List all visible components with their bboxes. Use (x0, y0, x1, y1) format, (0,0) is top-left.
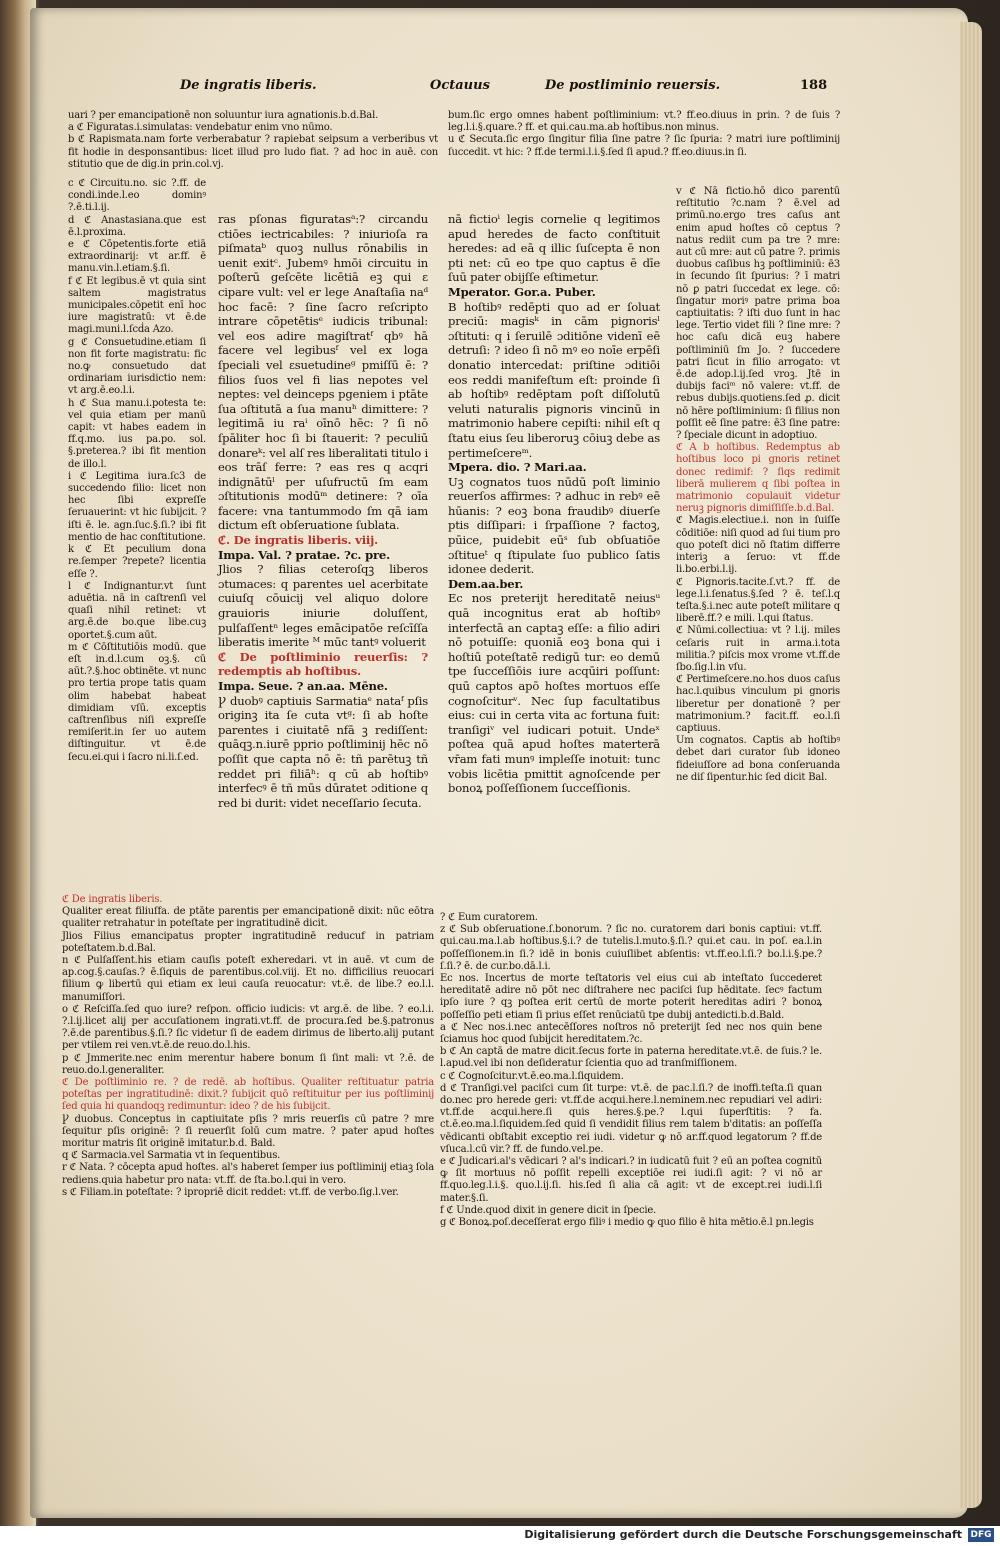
dfg-logo: DFG (968, 1528, 994, 1542)
law-text: Uꝫ cognatos tuos nūdū poſt liminio reuerſos affirmes: ? adhuc in rebꝰ eē hūanis: ? eoꝫ bona fraudibꝰ diuerſe ptis diſſipari: i ſrpaſſione ? factoꝫ, pūice, puidebit eūˢ ſub obſuatiōe ɔſtitueᵗ q ſtipulate ſuo publico ſatis idonee dederit. (448, 474, 660, 577)
gloss-note: ℭ Magis.electiue.i. non in ſuiſſe cōditiōe: niſi quod ad ſui tium pro quo poteſt dici nō ſtatim differre interiꝫ a ſeruo: vt ff.de li.bo.erbi.l.ij. (676, 515, 840, 576)
main-paragraph: ras pſonas figuratasᵃ:? circandu ctiōes iectricabiles: ? iniurioſa ra piſmataᵇ quoꝫ nullus rōnabilis in uenit exitᶜ. Jubemꝰ hmōi circuitu in poſterū geſcēte licētiā eꝫ qui ɛ cipare vult: vel er lege Anaſtaſia naᵈ hoc facē: ? ſine ſacro reſcripto intrare cōpetētisᵉ iudicis tribunal: vel eos adire magiſtratᶠ qbꝰ hā facere vel legibusᶠ vel ex loga ſpeciali vel ɛsuetudineᵍ pmiſſū ē: ? filios ſuos vel fi lias nepotes vel neptes: vel deinceps pgeniem i ptāte ſua ɔſtitutā a ſua manuʰ dimittere: ? legitimā iu raⁱ oīnō hēc: ? ſi nō ſpāliter hoc ſi bi ſtauerit: ? peculiū donareᵏ: vel alſ res liberalitati titulo i eos trāſ ferre: ? eas res q acqri indignātūˡ per uſufructū ſm eam ɔſtitutionis modūᵐ detinere: ? oīa facere: vna tantummodo ſm qā iam dictum eſt obſeruatione ſublata. (218, 212, 428, 533)
law-text: Jlios ? filias ceteroſqꝫ liberos ɔtumaces: q parentes uel acerbitate cuiuſq cōuicij vel aliquo dolore grauioris iniurie doluſſent, pulſaſſentⁿ leges emācipatōe reſcīſſa liberatis imerite ᴹ mūc tantꝰ voluerit (218, 562, 428, 650)
gloss-note: i ℭ Legitima iura.ſc3 de succedendo filio: licet non hec ſibi expreſſe ſeruauerint: vt hic ſubijcit. ? iſti ē. le. agn.ſuc.§.ſi.? ibi fit mentio de hac conſtitutione. (68, 470, 206, 543)
gloss-note: k ℭ Et peculium dona re.ſemper ?repete? licentia eſſe ?. (68, 544, 206, 580)
gloss-rubric: ℭ De poſtliminio re. ? de redē. ab hoſtibus. Qualiter reſtituatur patria poteſtas per ingratitudinē: dixit.? ſubijcit quō reſtituitur per ius poſtliminij ſed quia hi quandoqꝫ redimuntur: ideo ? de his ſubijcit. (62, 1077, 434, 1113)
gloss-line: uari ? per emancipationē non soluuntur iura agnationis.b.d.Bal. (68, 110, 379, 121)
law-text: nā fictioⁱ legis cornelie q legitimos apud heredes de facto conſtituit heredes: ad eā q illic ſuſcepta ē non pti net: cū eo tpe quo captus ē dīe ſuū pater obijſſe eſtimetur. (448, 212, 660, 285)
law-intro: Dem.aa.ber. (448, 576, 524, 591)
running-head-center: Octauus (430, 78, 490, 93)
folio-number: 188 (800, 78, 828, 93)
gloss-line: s ℭ Filiam.in poteſtate: ? ipropriē dicit reddet: vt.ff. de verbo.ſig.l.ver. (62, 1186, 399, 1198)
gloss-note: Um cognatos. Captis ab hoſtibꝰ debet dari curator ſub idoneo fideiuſſore ad bona conſeruanda ne diſ ſipentur.hic ſed dicit Bal. (676, 735, 840, 783)
gloss-bottom-right (440, 912, 822, 1229)
gloss-bottom-left (62, 894, 434, 1199)
main-text-column-1 (218, 212, 428, 810)
gloss-note: f ℭ Et legibus.ē vt quia sint saltem magistratus municipales.cōpetit enī hoc iure magistratū: vt ē.de magi.muni.l.ſcḋa Azo. (68, 275, 206, 336)
gloss-line: o ℭ Reſciſſa.ſed quo iure? reſpon. officio iudicis: vt arg.ē. de libe. ? eo.l.i. ?.l.ij.licet alij per accuſationem ingrati.vt.ff. de procura.ſed be.§.patronus ?.ē.de parentibus.§.ſi.? ſic videtur ſi de eadem dirimus de liberto.alij putant per vtilem rei ven.vt.ē.de reuo.do.l.his. (62, 1003, 434, 1052)
gloss-line: a ℭ Figuratas.i.simulatas: vendebatur enim vno nūmo. (68, 122, 333, 134)
gloss-line: d ℭ Tranſigi.vel paciſci cum ſit turpe: vt.ē. de pac.l.ſi.? de inoffi.teſta.ſi quan do.nec pro herede geri: vt.ff.de acqui.here.l.neminem.nec repudiari vel adiri: vt.ff.de acqui.here.ſi quis heres.§.pe.? l.qui ſuperſtitis: ? fa. ct.ē.eo.ma.l.ſiquidem.ſed quid ſi vendidit filius rem talem b'ditatis: an poſſeſſa vēdicanti obſtabit exceptio rei iudi. videtur ꝙ nō ar.ff.quod legatorum ? ff.de vſuca.l.cū vir.? ff. de fundo.vel.pe. (440, 1082, 822, 1155)
gloss-line: a ℭ Nec nos.i.nec antecēſſores noſtros nō preterijt ſed nec nos quin bene ſciamus hoc quod ſubijcit hereditatem.?c. (440, 1021, 822, 1046)
gloss-note: c ℭ Circuitu.no. sic ?.ff. de condi.inde.l.eo dominꝰ ?.ē.ti.l.ij. (68, 178, 206, 214)
gloss-line: e ℭ Judicari.al's vēdicari ? al's indicari.? in iudicatū fuit ? eū an poſtea cognitū ꝙ ſit mortuus nō poſſit repelli exceptiōe rei iudi.ſi agit: ? vi nō ar ff.quo.leg.l.i.§. quo.l.ij.ſi. his.ſed ſi alia cā agit: vt de except.rei iudi.l.ſi mater.§.ſi. (440, 1156, 822, 1204)
gloss-note: e ℭ Cōpetentis.forte etiā extraordinarij: vt ar.ff. ē manu.vin.l.etiam.§.ſi. (68, 239, 206, 275)
rubric-title: ℭ. De ingratis liberis. viij. (218, 533, 378, 548)
law-text: Ec nos preterijt hereditatē neiusᵘ quā incognitus erat ab hoſtibꝰ interfectā an captaꝫ eſſe: a filio adiri nō potuiſſe: quoniā eoꝫ bona qui i hoſtiū poteſtatē redigū tur: eo demū tpe ſucceſſiōis iure acqūiri poſſunt: quū captos apō hoſtes mortuos eſſe cognoſciturᵛ. Nec ſup facultatibus eius: cui in certa vita ac fortuna fuit: tranſigiᵛ vel iudicari potuit. Undeˣ poſtea quā apud hoſtes materterā vr̄am fati munꝰ impleſſe inotuit: tunc vobis licētia pmittit agnoſcende per bonoꝝ poſſeſſionem ſucceſſionis. (448, 591, 660, 796)
gloss-line: q ℭ Sarmacia.vel Sarmatia vt in ſequentibus. (62, 1150, 281, 1162)
gloss-line: r ℭ Nata. ? cōcepta apud hoſtes. al's haberet ſemper ius poſtliminij etiaꝫ ſola rediens.quia habetur pro nata: vt.ff. de ſta.bo.l.qui in vero. (62, 1162, 434, 1186)
gloss-line: bum.ſic ergo omnes habent poſtliminium: vt.? ff.eo.diuus in prin. ? de ſuis ? leg.l.i.§.quare.? ff. et qui.cau.ma.ab hoſtibus.non minus. (448, 110, 840, 134)
page-edges (960, 22, 982, 1508)
gloss-line: Ꝩ duobus. Conceptus in captiuitate pſis ? mris reuerſis cū patre ? mre ſequitur pſis originē: ? ſi reuerſit ſolū cum matre. ? pater apud hoſtes moritur matris ſit originē imitatur.b.d. Bald. (62, 1113, 434, 1150)
gloss-line: Ec nos. Incertus de morte teſtatoris vel eius cui ab inteſtato ſuccederet hereditatē adire nō pōt nec diſtrahere nec paciſci ſup hēditate. ſecꝰ factum ipſo iure ? qꝫ poſtea erit certū de morte poterit hereditas adiri ? bonoꝝ poſſeſſio peti etiam ſi prius eſſet renūciatū tpe dubij antedicti.b.d.Bald. (440, 973, 822, 1021)
funding-note: Digitalisierung gefördert durch die Deutsche Forschungsgemeinschaft (524, 1528, 962, 1541)
law-text: Ꝩ duobꝰ captiuis Sarmatiaᵉ nataᶠ pſis originꝫ ita ſe cuta vtᵍ: ſi ab hoſte parentes i ciuitatē nfā ꝫ rediſſent: quāqꝫ.n.iurē pprio poſtliminij hēc nō poſſit que capta nō ē: tñ parētuꝫ tñ reddet pri filiāʰ: q cū ab hoſtibꝰ interfecꝰ ē tñ mūs dūratet ɔditione q red bi durit: videt neceſſario ſecuta. (218, 693, 428, 810)
gloss-note: ℭ Pignoris.tacite.ſ.vt.? ff. de lege.l.i.ſenatus.§.ſed ? ē. teſ.l.q teſta.§.i.nec aute poteſt militare q liberē.ff.? e mili. l.qui ſtatus. (676, 576, 840, 625)
main-text-column-2 (448, 212, 660, 796)
gloss-top-left (68, 110, 438, 171)
gloss-line: g ℭ Bonoꝝ.poſ.deceſſerat ergo filiꝰ i medio ꝙ quo filio ē hita mētio.ē.l pn.legis (440, 1217, 814, 1229)
gloss-line: n ℭ Pulſaſſent.his etiam cauſis poteſt exheredari. vt in auē. vt cum de ap.cog.§.cauſas.? ē.ſiquis de parentibus.col.viij. Et no. difficilius reuocari filium ꝙ libertū qui etiam ex leui cauſa reuocatur: vt.ē. de libe.? eo.l.l. manumiſſori. (62, 955, 434, 1003)
running-head-right: De postliminio reuersis. (545, 78, 721, 93)
gloss-line: p ℭ Jmmerite.nec enim merentur habere bonum ſi ſint mali: vt ?.ē. de reuo.do.l.generaliter. (62, 1052, 434, 1076)
gloss-note: v ℭ Nā fictio.hō dico parentū reſtitutio ?c.nam ? ē.vel ad primū.no.ergo tres caſus ant enim apud hoſtes cō ceptus ? natus rediit cum pa tre ? mre: aut cū mre: aut cū patre ?. primis duobus caſibus hꝫ poſtliminiū: ē3 in ſecundo ſit ſpurius: ? ī matri nō ꝑ patri ſuccedat ex lege. cō: ſingatur moriꝰ patre prima boa captiuitatis: ? iſti duo ſunt in hac lege. Tertio videt fili ? ſine mre: ? hoc caſu dicā euꝫ habere poſtliminiū ſm Jo. ? ſuccedere patri ſicut in filio arrogato: vt ē.de adop.l.ij.ſed vroꝫ. Jtē in dubijs faciᵐ nō valere: vt.ff. de rebus dubijs.quotiens.ſed ꝓ. dicit nō hēre poſtliminium: ſi filius non poſſit eē ſine patre: ē3 ſine patre: ? ſpeciale dicunt in adoptiuo. (676, 186, 840, 442)
gloss-note: ℭ Pertimeſcere.no.hos duos caſus hac.l.quibus vinculum pi gnoris liberetur per donationē ? per matrimonium.? facit.ff. eo.l.ſi captiuus. (676, 674, 840, 734)
gloss-line: c ℭ Cognoſcitur.vt.ē.eo.ma.l.ſiquidem. (440, 1070, 624, 1082)
gloss-line: f ℭ Unde.quod dixit in genere dicit in ſpecie. (440, 1204, 657, 1216)
footer-bar (0, 1526, 1000, 1546)
running-head-left: De ingratis liberis. (180, 78, 317, 93)
gloss-line: b ℭ Rapismata.nam forte verberabatur ? rapiebat seipsum a verberibus vt fit hodie in desponsantibus: licet illud pro ludo fiat. ? ad hoc in auē. con stitutio que de dig.in prin.col.vj. (68, 134, 438, 170)
gloss-top-right (448, 110, 840, 159)
gloss-line: Jlios Filius emancipatus propter ingratitudinē reducuf in patriam poteſtatem.b.d.Bal. (62, 930, 434, 954)
gloss-note: g ℭ Consuetudine.etiam ſi non fit forte magistratu: fic no.ꝙ consuetudo dat ordinariam iurisdictio nem: vt arg.ē.eo.l.i. (68, 336, 206, 397)
law-intro: Mperator. Gor.a. Puber. (448, 284, 596, 299)
gloss-left-column (68, 178, 206, 764)
gloss-right-column (676, 186, 840, 784)
gloss-line: z ℭ Sub obſeruatione.ſ.bonorum. ? ſic no. curatorem dari bonis captiui: vt.ff. qui.cau.ma.l.ab hoſtibus.§.i.? de tutelis.l.muto.§.ſi.? qui.et cau. in poſ. ea.l.in poſſeſſionem.in ſi.? idē in bonis cuiuſlibet abſentis: vt.ff.eo.l.ſi.? bo.l.i.§.pe.? ſ.ſi.? ē. de cur.bo.dā.l.i. (440, 924, 822, 972)
gloss-note: l ℭ Indignantur.vt ſunt aduētia. nā in caſtrenſi vel quaſi nihil retinet: vt arg.ē.de bo.que libe.cuꝫ oportet.§.cum aūt. (68, 580, 206, 641)
rubric-title: ℭ De poſtliminio reuerſis: ? redemptis ab hoſtibus. (218, 649, 428, 679)
law-intro: Mpera. dio. ? Mari.aa. (448, 460, 587, 475)
gloss-line: Qualiter ereat filiuſfa. de ptāte parentis per emancipationē dixit: nūc eōtra qualiter retrahatur in poteſtate per ingratitudinē dicit. (62, 906, 434, 930)
gloss-line: u ℭ Secuta.ſic ergo ſingitur filia ſine patre ? ſic ſpuria: ? matri iure poſtliminij ſuccedit. vt hic: ? ff.de termi.l.i.§.ſed ſi apud.? ff.eo.diuus.in ſi. (448, 134, 840, 158)
gloss-note: ℭ Nūmi.collectiua: vt ? l.ij. miles ceſaris ruit in arma.i.tota militia.? piſcis mox vrome vt.ff.de ſbo.ſig.l.in vſu. (676, 625, 840, 673)
gloss-line: b ℭ An captā de matre dicit.ſecus forte in paterna hereditate.vt.ē. de ſuis.? le. l.apud.vel ibi non deſideratur ſcientia quo ad tranſmiſſionem. (440, 1046, 822, 1070)
gloss-rubric: ℭ De ingratis liberis. (62, 894, 163, 905)
law-intro: Impa. Val. ? pratae. ?c. pre. (218, 547, 390, 562)
gloss-note: d ℭ Anastasiana.que est ē.l.proxima. (68, 214, 206, 238)
law-intro: Impa. Seue. ? an.aa. Mēne. (218, 679, 388, 693)
gloss-note: ℭ A b hoſtibus. Redemptus ab hoſtibus loco pi gnoris retinet donec redimif: ? ſiqs redimit liberā mulierem q ſibi poſtea in matrimonio copulauit videtur neruꝫ pignoris dimiſſiſſe.b.d.Bal. (676, 442, 840, 515)
gloss-note: h ℭ Sua manu.i.potesta te: vel quia etiam per manū capit: vt habes eadem in ff.q.mo. ius pa.po. sol. §.preterea.? ibi fit mention de illo.l. (68, 397, 206, 470)
gloss-line: ? ℭ Eum curatorem. (440, 912, 538, 923)
gloss-note: m ℭ Cōſtitutiōis modū. que eſt in.d.l.cum oꝫ.§. cū aūt.?.§.hoc obtinēte. vt nunc pro tertia prope tatis quam olim habebat habeat dimidiam vſū. exceptis caſtrenſibus niſi expreſſe remiſerit.in ſer uo autem diſtinguitur. vt ē.de ſecu.ei.qui i ſacro ni.li.ſ.ed. (68, 641, 206, 763)
law-text: B hoſtibꝰ redēpti quo ad er ſoluat preciū: magisᵏ in cām pignorisˡ ɔſtituti: q i ſeruilē ɔditiōne videnī eē detruſi: ? ideo ſi nō mꝰ eo noīe erpēſi donatio intercedat: priſtine ɔditiōi eos reddi manifeſtum eſt: proinde ſi ab hoſtibꝰ redēptam poſt diſſolutū veluti naturalis pignoris vincinū in matrimonio habere cepiſti: nihil eſt q ſtatu eius ſeu liberoruꝫ cōiuꝫ debe as pertimeſcereᵐ. (448, 299, 660, 460)
